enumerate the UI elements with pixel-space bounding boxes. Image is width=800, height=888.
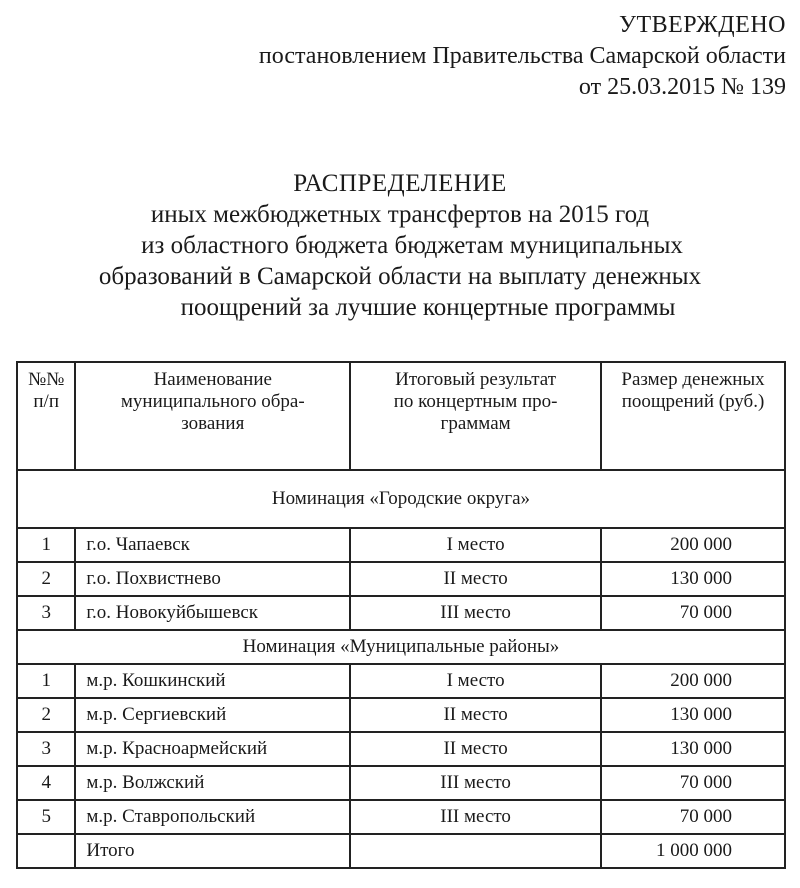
- nomination-city-districts: Номинация «Городские округа»: [17, 470, 785, 528]
- header-result: Итоговый результат по концертным про- граммам: [350, 362, 601, 470]
- table-row: 1 м.р. Кошкинский I место 200 000: [17, 664, 785, 698]
- approval-decree: постановлением Правительства Самарской области: [258, 43, 786, 69]
- table-row: 2 г.о. Похвистнево II место 130 000: [17, 562, 785, 596]
- approval-stamp: [259, 10, 786, 103]
- heading-line-3: образований в Самарской области на выплату денежных: [98, 263, 702, 290]
- table-row: 3 г.о. Новокуйбышевск III место 70 000: [17, 596, 785, 630]
- heading-line-1: иных межбюджетных трансфертов на 2015 год: [150, 201, 650, 228]
- document-heading: [0, 168, 800, 323]
- header-amount: Размер денежных поощрений (руб.): [601, 362, 785, 470]
- header-num: №№ п/п: [17, 362, 75, 470]
- header-name: Наименование муниципального обра- зования: [75, 362, 350, 470]
- heading-line-2: из областного бюджета бюджетам муниципальных: [141, 232, 683, 259]
- total-label: Итого: [75, 834, 350, 868]
- table-row: 1 г.о. Чапаевск I место 200 000: [17, 528, 785, 562]
- approval-date: от 25.03.2015 № 139: [578, 74, 786, 100]
- table-row: 3 м.р. Красноармейский II место 130 000: [17, 732, 785, 766]
- nomination-municipal-districts: Номинация «Муниципальные районы»: [17, 630, 785, 664]
- table-row: 5 м.р. Ставропольский III место 70 000: [17, 800, 785, 834]
- nomination-row: [17, 630, 785, 664]
- total-row: [17, 834, 785, 868]
- table-row: 4 м.р. Волжский III место 70 000: [17, 766, 785, 800]
- heading-line-4: поощрений за лучшие концертные программы: [180, 294, 676, 321]
- table-header-row: [17, 362, 785, 470]
- table-row: 2 м.р. Сергиевский II место 130 000: [17, 698, 785, 732]
- total-amount: 1 000 000: [601, 834, 785, 868]
- nomination-row: [17, 470, 785, 528]
- distribution-table: [16, 361, 786, 869]
- approval-title: УТВЕРЖДЕНО: [618, 12, 786, 38]
- document-title: РАСПРЕДЕЛЕНИЕ: [293, 170, 507, 197]
